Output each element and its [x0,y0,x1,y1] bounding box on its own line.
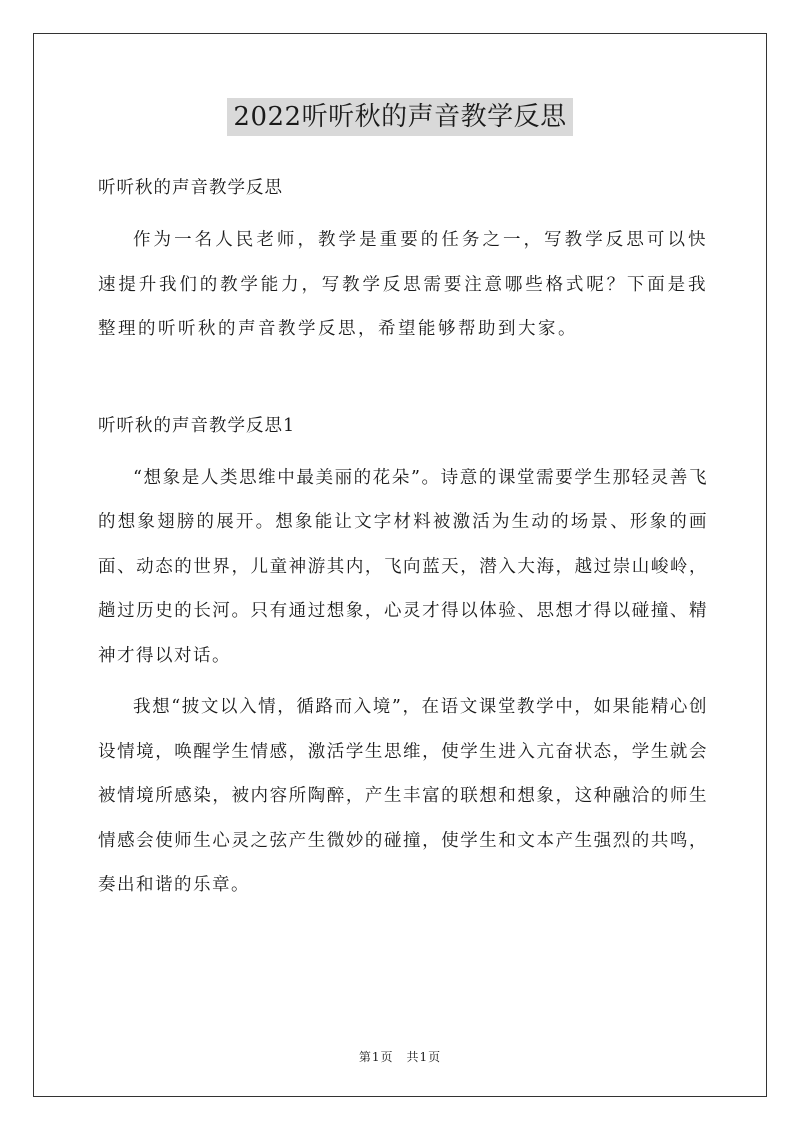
spacer [98,448,708,456]
title-container [0,98,800,136]
body-paragraph-1: “想象是人类思维中最美丽的花朵”。诗意的课堂需要学生那轻灵善飞的想象翅膀的展开。想象能让文字材料被激活为生动的场景、形象的画面、动态的世界，儿童神游其内，飞向蓝天，潜入大海，越过崇山峻岭，趟过历史的长河。只有通过想象，心灵才得以体验、思想才得以碰撞、精神才得以对话。 [98,467,708,666]
intro-paragraph: 作为一名人民老师，教学是重要的任务之一，写教学反思可以快速提升我们的教学能力，写教学反思需要注意哪些格式呢？下面是我整理的听听秋的声音教学反思，希望能够帮助到大家。 [98,230,708,339]
page-footer: 第1页 共1页 [358,1050,442,1064]
document-title: 2022听听秋的声音教学反思 [227,98,572,136]
section-heading: 听听秋的声音教学反思1 [98,415,296,436]
spacer [98,210,708,218]
spacer [98,678,708,685]
body-paragraph-2: 我想“披文以入情，循路而入境”，在语文课堂教学中，如果能精心创设情境，唤醒学生情感，激活学生思维，使学生进入亢奋状态，学生就会被情境所感染，被内容所陶醉，产生丰富的联想和想象，这种融洽的师生情感会使师生心灵之弦产生微妙的碰撞，使学生和文本产生强烈的共鸣，奏出和谐的乐章。 [98,697,708,895]
document-body [98,166,708,908]
document-subtitle: 听听秋的声音教学反思 [98,178,283,198]
spacer [98,352,708,404]
